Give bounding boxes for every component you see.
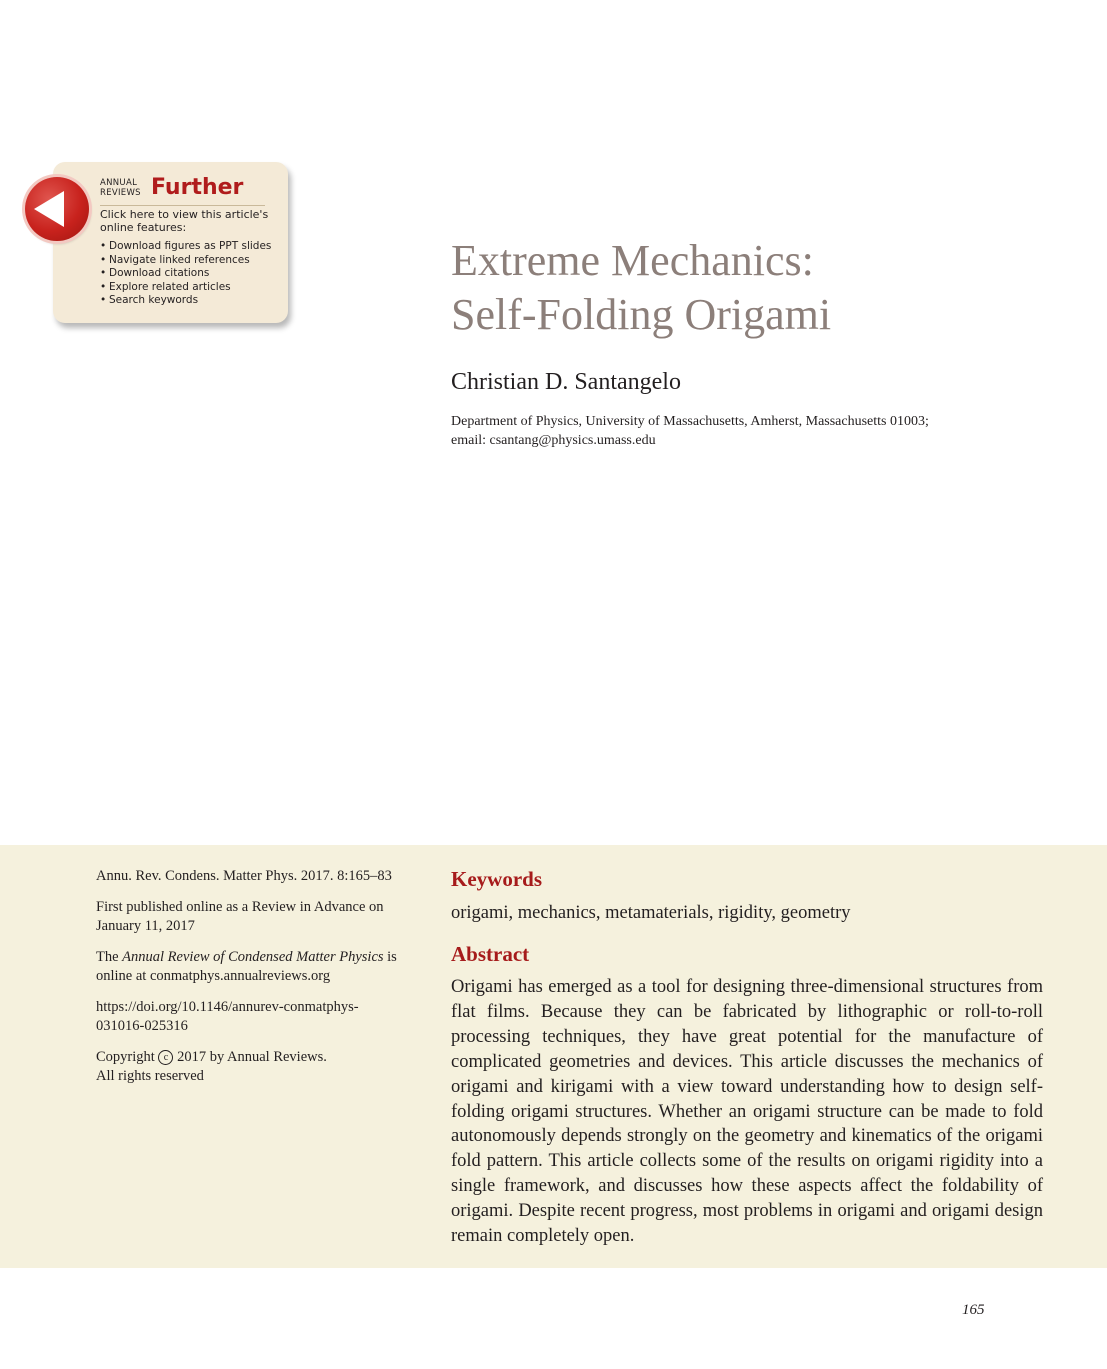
affiliation-line-1: Department of Physics, University of Massachusetts, Amherst, Massachusetts 01003; — [451, 414, 929, 429]
feature-related-articles[interactable]: • Explore related articles — [100, 281, 271, 295]
left-triangle-icon — [34, 191, 64, 227]
doi-line-1[interactable]: https://doi.org/10.1146/annurev-conmatphys- — [96, 999, 359, 1015]
title-line-1: Extreme Mechanics: — [451, 236, 814, 285]
journal-line-2: online at conmatphys.annualreviews.org — [96, 968, 331, 984]
citation — [96, 867, 416, 886]
author-affiliation — [451, 412, 1071, 450]
journal-prefix: The — [96, 949, 123, 965]
article-title — [451, 234, 1071, 342]
keywords-list: origami, mechanics, metamaterials, rigidity, geometry — [451, 903, 851, 923]
publication-date — [96, 898, 416, 936]
published-line-1: First published online as a Review in Advance on — [96, 899, 384, 915]
rights-reserved: All rights reserved — [96, 1068, 204, 1084]
back-arrow-icon[interactable] — [25, 177, 89, 241]
doi-line-2[interactable]: 031016-025316 — [96, 1018, 188, 1034]
copyright — [96, 1048, 416, 1086]
further-feature-list — [100, 240, 271, 308]
further-intro-text: to view this article's online features: — [100, 208, 269, 234]
article-meta-sidebar — [96, 867, 416, 1098]
further-features-box — [53, 162, 288, 323]
journal-line-1 — [96, 948, 416, 967]
copyright-icon: c — [158, 1050, 173, 1065]
feature-linked-references[interactable]: • Navigate linked references — [100, 254, 271, 268]
abstract-heading: Abstract — [451, 942, 530, 966]
doi — [96, 998, 416, 1036]
citation-text: Annu. Rev. Condens. Matter Phys. 2017. 8:165–83 — [96, 868, 392, 884]
copyright-line — [96, 1048, 416, 1067]
annual-reviews-further-logo — [100, 177, 280, 205]
journal-name: Annual Review of Condensed Matter Physics — [122, 949, 384, 965]
abstract-text: Origami has emerged as a tool for designing three-dimensional structures from flat films. Because they can be fabricated by lithographic or roll-to-roll processing techniques, they have great potential for the manufacture of complicated geometries and devices. This article discusses the mechanics of origami and kirigami with a view toward understanding how to design self-folding origami structures. Whether an origami structure can be made to fold autonomously depends strongly on the geometry and kinematics of the origami fold pattern. This article collects some of the results on origami rigidity into a single framework, and discusses how these aspects affect the foldability of origami. Despite recent progress, most problems in origami and origami design remain completely open. — [451, 977, 1043, 1247]
page-number: 165 — [962, 1302, 985, 1318]
click-here-link[interactable]: Click here — [100, 208, 155, 221]
feature-download-citations[interactable]: • Download citations — [100, 267, 271, 281]
further-intro — [100, 208, 280, 234]
logo-reviews-text: REVIEWS — [100, 188, 141, 198]
feature-search-keywords[interactable]: • Search keywords — [100, 294, 271, 308]
logo-further-text: Further — [151, 175, 244, 200]
further-divider — [100, 205, 265, 206]
published-line-2: January 11, 2017 — [96, 918, 195, 934]
copyright-prefix: Copyright — [96, 1049, 159, 1065]
journal-suffix: is — [383, 949, 397, 965]
title-line-2: Self-Folding Origami — [451, 290, 832, 339]
logo-annual-text: ANNUAL — [100, 178, 138, 188]
feature-download-figures[interactable]: • Download figures as PPT slides — [100, 240, 271, 254]
author-name: Christian D. Santangelo — [451, 369, 681, 395]
copyright-suffix: 2017 by Annual Reviews. — [173, 1049, 327, 1065]
affiliation-email: email: csantang@physics.umass.edu — [451, 433, 656, 448]
keywords-heading: Keywords — [451, 867, 542, 891]
journal-info — [96, 948, 416, 986]
